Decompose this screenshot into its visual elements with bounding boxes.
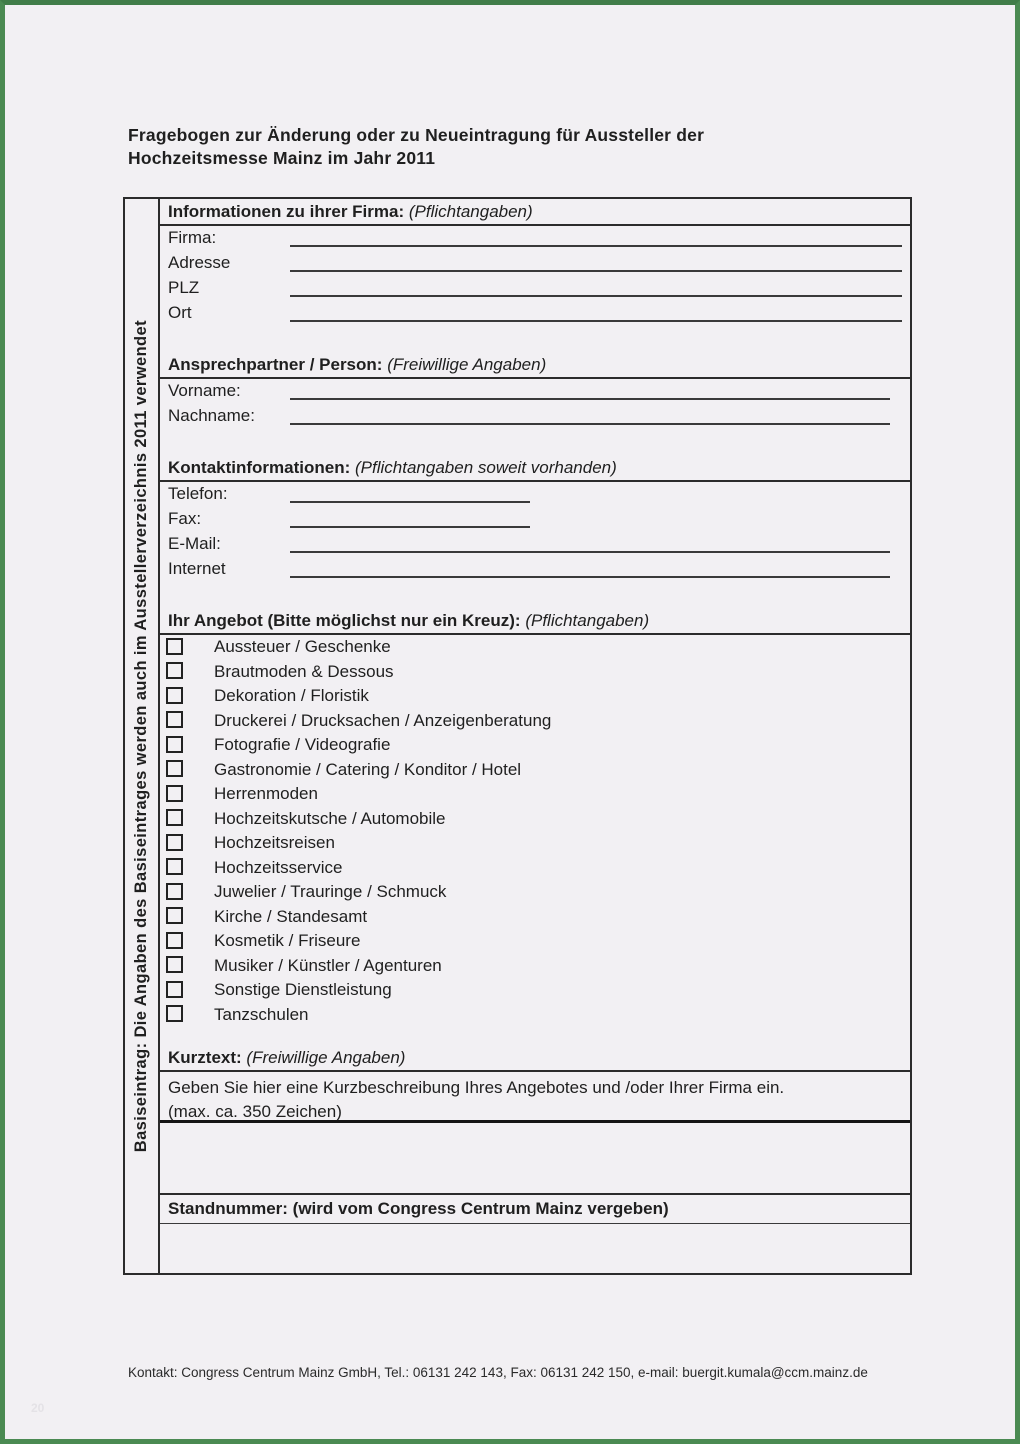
- offer-option-label: Dekoration / Floristik: [214, 686, 369, 706]
- sidebar-vertical-label: Basiseintrag: Die Angaben des Basiseintrages werden auch im Ausstellerverzeichnis 2011 verwendet: [132, 319, 150, 1153]
- offer-checkbox[interactable]: [166, 809, 183, 826]
- field-label-firma: Firma:: [168, 228, 217, 247]
- offer-option-row: [160, 831, 910, 856]
- offer-checkbox[interactable]: [166, 687, 183, 704]
- offer-checkbox[interactable]: [166, 711, 183, 728]
- offer-option-label: Hochzeitskutsche / Automobile: [214, 808, 446, 828]
- field-row-email: [160, 532, 910, 557]
- offer-checkbox[interactable]: [166, 981, 183, 998]
- offer-option-label: Sonstige Dienstleistung: [214, 980, 392, 1000]
- internet-input-line[interactable]: [290, 564, 890, 578]
- section-label: Ihr Angebot (Bitte möglichst nur ein Kreuz):: [168, 611, 521, 630]
- offer-option-row: [160, 880, 910, 905]
- page-title-line2: Hochzeitsmesse Mainz im Jahr 2011: [128, 148, 436, 168]
- field-label-ort: Ort: [168, 303, 192, 322]
- offer-checkbox[interactable]: [166, 834, 183, 851]
- plz-input-line[interactable]: [290, 283, 902, 297]
- offer-checkbox[interactable]: [166, 638, 183, 655]
- field-label-telefon: Telefon:: [168, 484, 228, 503]
- offer-checkbox[interactable]: [166, 883, 183, 900]
- section-note: (Freiwillige Angaben): [387, 355, 547, 374]
- page-number: 20: [31, 1401, 45, 1415]
- offer-option-row: [160, 635, 910, 660]
- field-label-adresse: Adresse: [168, 253, 231, 272]
- field-row-ort: [160, 301, 910, 326]
- offer-option-row: [160, 929, 910, 954]
- offer-checkbox[interactable]: [166, 760, 183, 777]
- section-label: Kontaktinformationen:: [168, 458, 351, 477]
- field-row-fax: [160, 507, 910, 532]
- vorname-input-line[interactable]: [290, 386, 890, 400]
- offer-option-label: Tanzschulen: [214, 1004, 309, 1024]
- offer-option-label: Fotografie / Videografie: [214, 735, 391, 755]
- form-table: [123, 197, 912, 1275]
- ort-input-line[interactable]: [290, 308, 902, 322]
- section-note: (Freiwillige Angaben): [246, 1048, 406, 1067]
- offer-option-row: [160, 856, 910, 881]
- stand-number-blank-area[interactable]: [160, 1224, 910, 1268]
- offer-option-row: [160, 782, 910, 807]
- offer-option-label: Brautmoden & Dessous: [214, 661, 394, 681]
- offer-option-row: [160, 660, 910, 685]
- offer-option-row: [160, 709, 910, 734]
- offer-option-row: [160, 1003, 910, 1028]
- offer-checkbox[interactable]: [166, 736, 183, 753]
- section-note: (Pflichtangaben): [525, 611, 650, 630]
- offer-option-label: Hochzeitsreisen: [214, 833, 335, 853]
- field-row-adresse: [160, 251, 910, 276]
- section-header-contact-person: [160, 352, 910, 379]
- offer-option-label: Kosmetik / Friseure: [214, 931, 361, 951]
- section-header-company: [160, 199, 910, 226]
- offer-option-label: Musiker / Künstler / Agenturen: [214, 955, 442, 975]
- section-note: (Pflichtangaben): [408, 202, 533, 221]
- offer-checkbox[interactable]: [166, 785, 183, 802]
- adresse-input-line[interactable]: [290, 258, 902, 272]
- offer-checkbox[interactable]: [166, 858, 183, 875]
- offer-option-row: [160, 684, 910, 709]
- offer-checkbox[interactable]: [166, 956, 183, 973]
- offer-option-row: [160, 954, 910, 979]
- firma-input-line[interactable]: [290, 233, 902, 247]
- section-header-kurztext: [160, 1045, 910, 1072]
- offer-option-row: [160, 905, 910, 930]
- offer-option-row: [160, 758, 910, 783]
- offer-option-row: [160, 807, 910, 832]
- form-main-column: [160, 199, 910, 1273]
- email-input-line[interactable]: [290, 539, 890, 553]
- nachname-input-line[interactable]: [290, 411, 890, 425]
- offer-option-row: [160, 978, 910, 1003]
- offer-option-row: [160, 733, 910, 758]
- offer-option-label: Druckerei / Drucksachen / Anzeigenberatung: [214, 710, 552, 730]
- telefon-input-line[interactable]: [290, 489, 530, 503]
- offer-option-label: Hochzeitsservice: [214, 857, 343, 877]
- section-label: Ansprechpartner / Person:: [168, 355, 383, 374]
- field-row-telefon: [160, 482, 910, 507]
- kurztext-description: Geben Sie hier eine Kurzbeschreibung Ihres Angebotes und /oder Ihrer Firma ein. (max. ca. 350 Zeichen): [168, 1078, 785, 1121]
- field-row-vorname: [160, 379, 910, 404]
- field-row-nachname: [160, 404, 910, 429]
- page-title: [128, 124, 868, 170]
- field-row-internet: [160, 557, 910, 582]
- section-label: Informationen zu ihrer Firma:: [168, 202, 405, 221]
- stand-number-header: Standnummer: (wird vom Congress Centrum Mainz vergeben): [160, 1195, 910, 1224]
- field-label-vorname: Vorname:: [168, 381, 241, 400]
- field-row-firma: [160, 226, 910, 251]
- footer-contact-line: Kontakt: Congress Centrum Mainz GmbH, Tel.: 06131 242 143, Fax: 06131 242 150, e-mail: buergit.kumala@ccm.mainz.de: [128, 1365, 868, 1380]
- kurztext-divider-line: [160, 1120, 910, 1123]
- offer-option-label: Aussteuer / Geschenke: [214, 637, 391, 657]
- offer-option-label: Kirche / Standesamt: [214, 906, 368, 926]
- offer-checkbox[interactable]: [166, 932, 183, 949]
- section-header-offer: [160, 608, 910, 635]
- offer-checkbox[interactable]: [166, 907, 183, 924]
- offer-option-label: Gastronomie / Catering / Konditor / Hotel: [214, 759, 522, 779]
- field-label-email: E-Mail:: [168, 534, 221, 553]
- section-note: (Pflichtangaben soweit vorhanden): [355, 458, 617, 477]
- field-label-nachname: Nachname:: [168, 406, 255, 425]
- offer-checkbox[interactable]: [166, 662, 183, 679]
- section-header-contact-info: [160, 455, 910, 482]
- field-label-plz: PLZ: [168, 278, 200, 297]
- offer-option-label: Herrenmoden: [214, 784, 318, 804]
- stand-number-section: [160, 1193, 910, 1273]
- offer-checkbox[interactable]: [166, 1005, 183, 1022]
- offer-option-label: Juwelier / Trauringe / Schmuck: [214, 882, 447, 902]
- field-label-internet: Internet: [168, 559, 226, 578]
- page-title-line1: Fragebogen zur Änderung oder zu Neueintragung für Aussteller der: [128, 125, 705, 145]
- field-label-fax: Fax:: [168, 509, 202, 528]
- offer-checkbox-list: [160, 635, 910, 1027]
- section-label: Kurztext:: [168, 1048, 242, 1067]
- sidebar-vertical-column: [125, 199, 160, 1273]
- fax-input-line[interactable]: [290, 514, 530, 528]
- field-row-plz: [160, 276, 910, 301]
